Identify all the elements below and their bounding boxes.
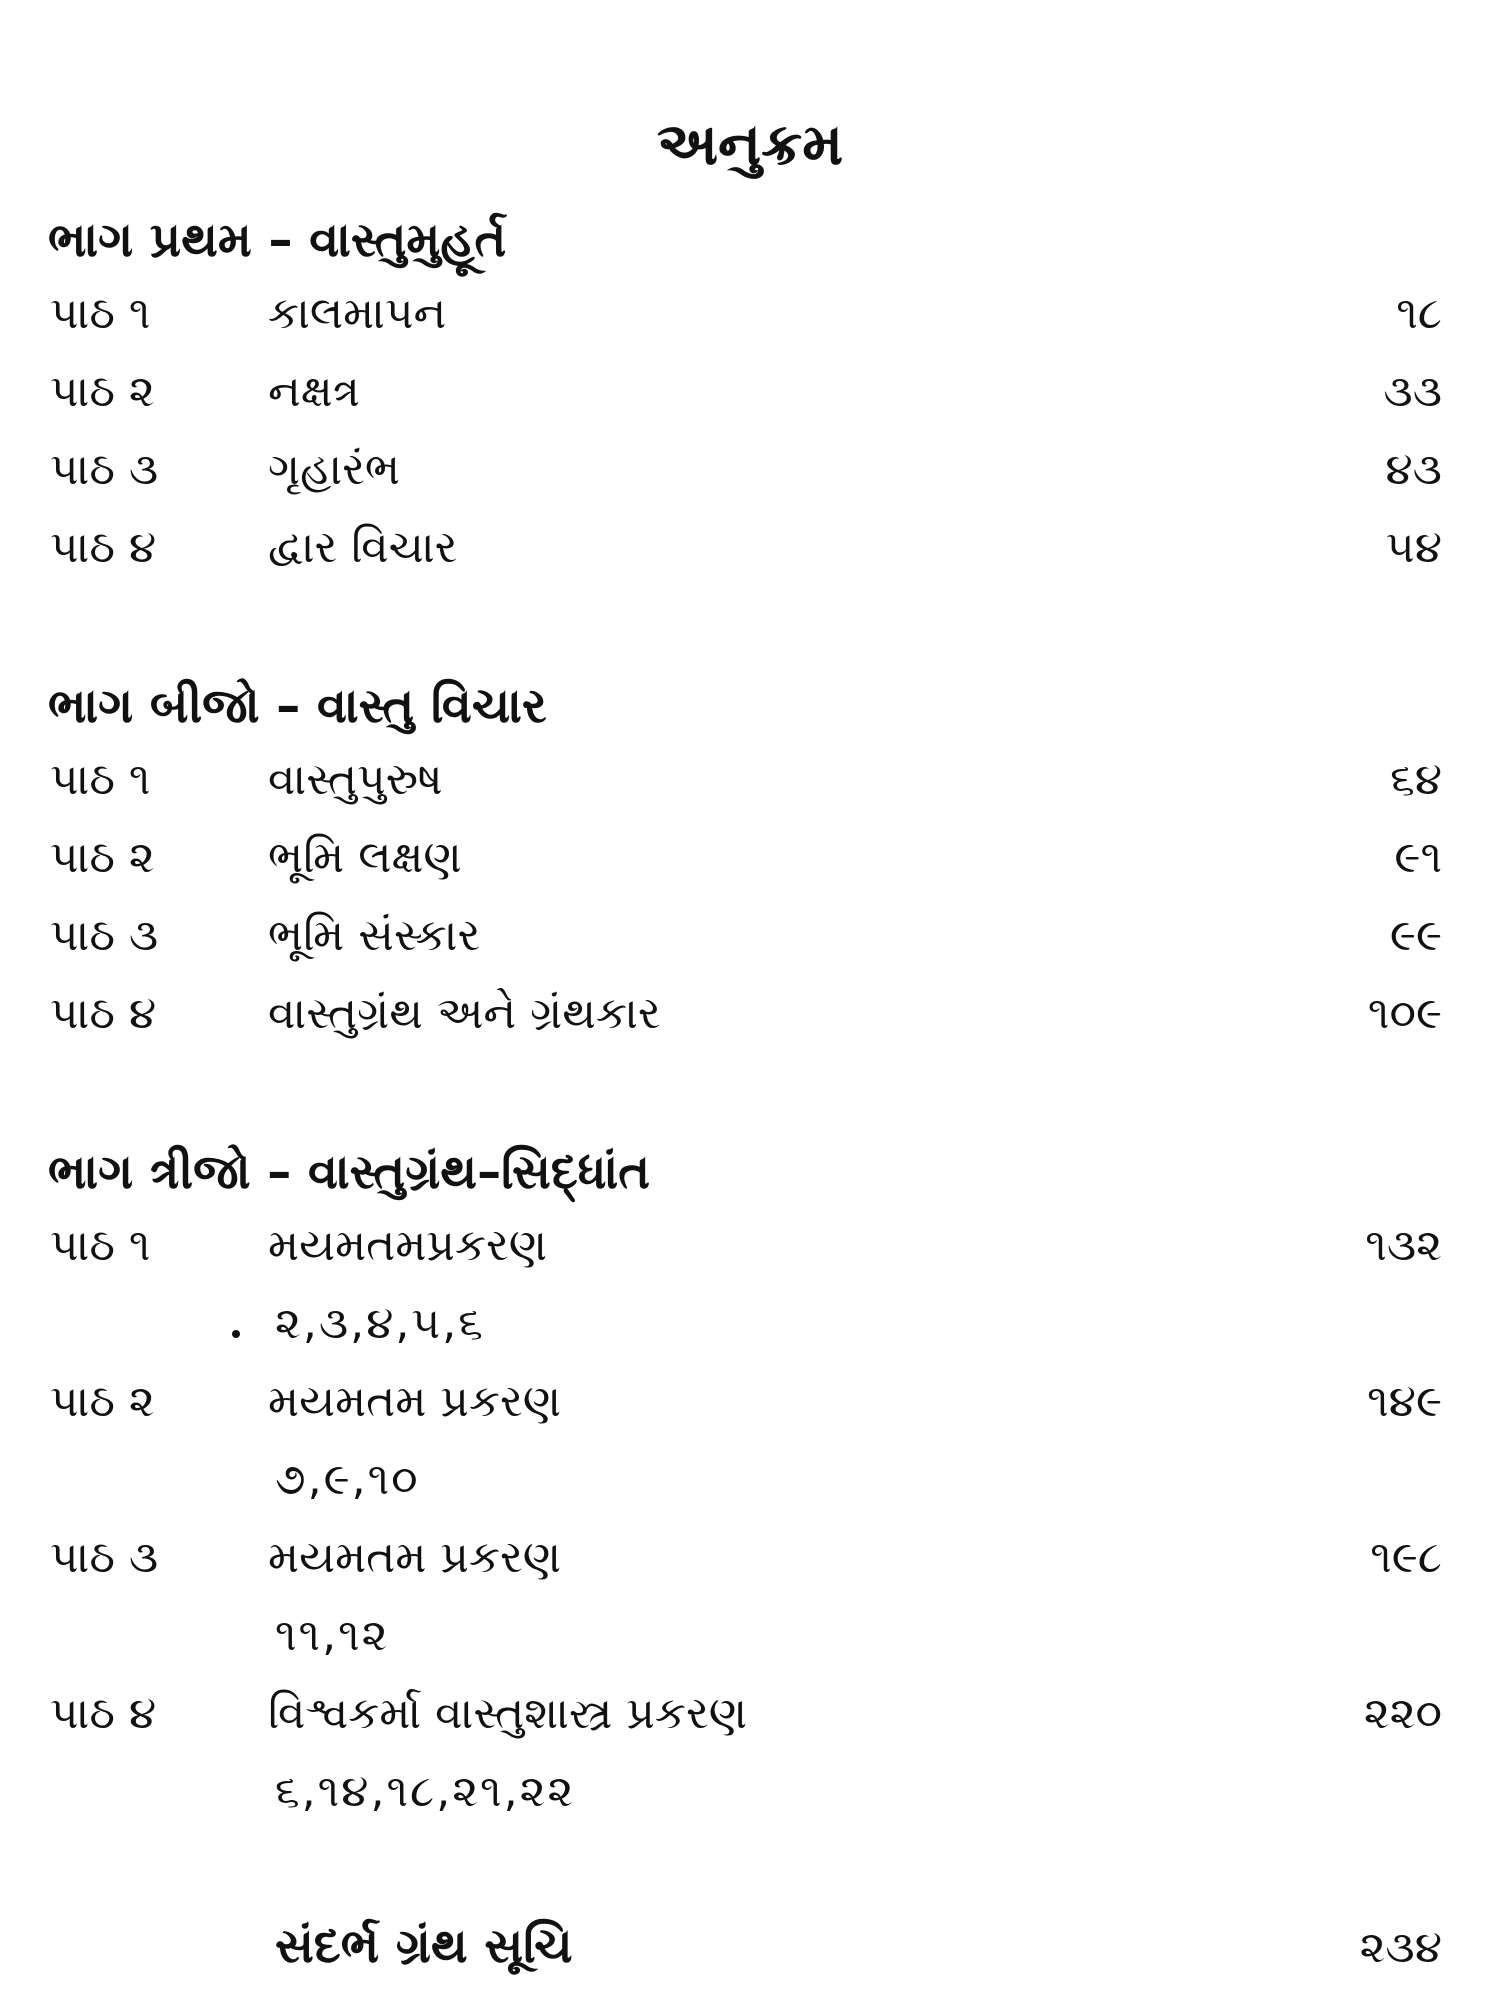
toc-row [0,832,1500,902]
lesson-title: વાસ્તુગ્રંથ અને ગ્રંથકાર [268,988,661,1039]
page-number: ૧૦૯ [1367,988,1442,1039]
lesson-number: પાઠ ૨ [50,832,155,883]
toc-row [0,1376,1500,1446]
page-number: ૬૪ [1390,754,1442,805]
toc-row [0,522,1500,592]
chapter-list: ૨,૩,૪,૫,૬ [275,1298,485,1349]
lesson-number: પાઠ ૩ [50,1532,159,1583]
lesson-title: ગૃહારંભ [268,444,401,495]
page-number: ૫૪ [1385,522,1442,573]
lesson-number: પાઠ ૨ [50,366,155,417]
page-number: ૧૮ [1396,288,1442,339]
lesson-number: પાઠ ૪ [50,1688,157,1739]
lesson-number: પાઠ ૨ [50,1376,155,1427]
toc-row [0,1532,1500,1602]
lesson-number: પાઠ ૩ [50,910,159,961]
lesson-title: મયમતમપ્રકરણ [268,1220,548,1271]
chapter-list: ૧૧,૧૨ [275,1610,390,1661]
page-number: ૧૪૯ [1367,1376,1442,1427]
lesson-title: વિશ્વકર્મા વાસ્તુશાસ્ત્ર પ્રકરણ [268,1688,748,1739]
bibliography-page-number: ૨૩૪ [1359,1922,1442,1973]
lesson-title: ભૂમિ લક્ષણ [268,832,462,883]
lesson-title: દ્વાર વિચાર [268,522,458,573]
toc-row [0,988,1500,1058]
lesson-number: પાઠ ૪ [50,988,157,1039]
chapter-list: ૬,૧૪,૧૮,૨૧,૨૨ [275,1766,576,1817]
page-number: ૩૩ [1383,366,1442,417]
stray-dot [232,1330,240,1338]
page-number: ૨૨૦ [1363,1688,1442,1739]
page-number: ૪૩ [1385,444,1442,495]
lesson-title: મયમતમ પ્રકરણ [268,1532,562,1583]
part-heading-3: ભાગ ત્રીજો – વાસ્તુગ્રંથ–સિદ્ધાંત [48,1144,651,1200]
toc-row [0,1220,1500,1290]
lesson-title: કાલમાપન [268,288,447,339]
bibliography-title: સંદર્ભ ગ્રંથ સૂચિ [275,1918,573,1974]
toc-row [0,754,1500,824]
part-heading-1: ભાગ પ્રથમ – વાસ્તુમુહૂર્ત [48,212,507,268]
lesson-title: નક્ષત્ર [268,366,360,417]
lesson-number: પાઠ ૧ [50,288,151,339]
lesson-title: વાસ્તુપુરુષ [268,754,443,805]
toc-row [0,1688,1500,1758]
lesson-number: પાઠ ૩ [50,444,159,495]
lesson-number: પાઠ ૪ [50,522,157,573]
lesson-title: મયમતમ પ્રકરણ [268,1376,562,1427]
page-number: ૧૯૮ [1370,1532,1442,1583]
chapter-list: ૭,૯,૧૦ [275,1454,420,1505]
page-number: ૯૧ [1394,832,1442,883]
toc-row [0,366,1500,436]
lesson-number: પાઠ ૧ [50,754,151,805]
toc-row [0,910,1500,980]
lesson-number: પાઠ ૧ [50,1220,151,1271]
page-title: અનુક્રમ [656,110,844,178]
part-heading-2: ભાગ બીજો – વાસ્તુ વિચાર [48,678,547,734]
page-number: ૧૩૨ [1365,1220,1442,1271]
toc-row [0,288,1500,358]
toc-row [0,444,1500,514]
page-number: ૯૯ [1389,910,1442,961]
lesson-title: ભૂમિ સંસ્કાર [268,910,481,961]
